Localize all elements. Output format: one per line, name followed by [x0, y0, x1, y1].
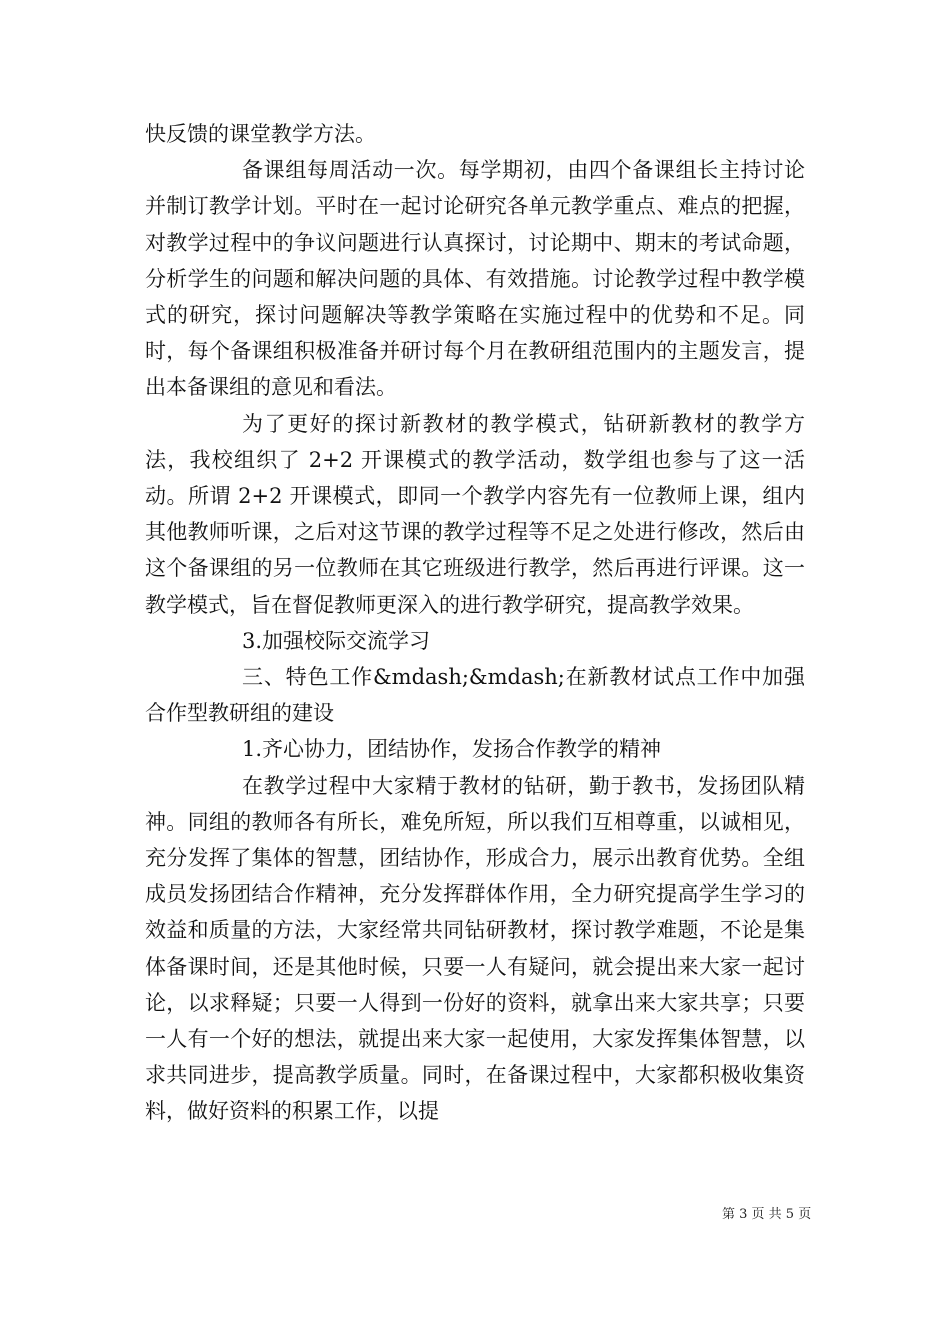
document-body — [145, 116, 805, 1130]
page-number-footer: 第 3 页 共 5 页 — [722, 1207, 812, 1222]
paragraph-team-spirit: 在教学过程中大家精于教材的钻研，勤于教书，发扬团队精神。同组的教师各有所长，难免所短，所以我们互相尊重，以诚相见，充分发挥了集体的智慧，团结协作，形成合力，展示出教育优势。全组成员发扬团结合作精神，充分发挥群体作用，全力研究提高学生学习的效益和质量的方法，大家经常共同钻研教材，探讨教学难题，不论是集体备课时间，还是其他时候，只要一人有疑问，就会提出来大家一起讨论，以求释疑；只要一人得到一份好的资料，就拿出来大家共享；只要一人有一个好的想法，就提出来大家一起使用，大家发挥集体智慧，以求共同进步，提高教学质量。同时，在备课过程中，大家都积极收集资料，做好资料的积累工作，以提 — [145, 773, 805, 1124]
paragraph-continuation: 快反馈的课堂教学方法。 — [145, 122, 376, 146]
paragraph-teaching-mode: 为了更好的探讨新教材的教学模式，钻研新教材的教学方法，我校组织了 2+2 开课模式的教学活动，数学组也参与了这一活动。所谓 2+2 开课模式，即同一个教学内容先有一位教师上课，组内其他教师听课，之后对这节课的教学过程等不足之处进行修改，然后由这个备课组的另一位教师在其它班级进行教学，然后再进行评课。这一教学模式，旨在督促教师更深入的进行教学研究，提高教学效果。 — [145, 411, 805, 617]
heading-cooperation-spirit: 1.齐心协力，团结协作，发扬合作教学的精神 — [242, 737, 662, 762]
paragraph-lesson-group: 备课组每周活动一次。每学期初，由四个备课组长主持讨论并制订教学计划。平时在一起讨论研究各单元教学重点、难点的把握，对教学过程中的争议问题进行认真探讨，讨论期中、期末的考试命题，分析学生的问题和解决问题的具体、有效措施。讨论教学过程中教学模式的研究，探讨问题解决等教学策略在实施过程中的优势和不足。同时，每个备课组积极准备并研讨每个月在教研组范围内的主题发言，提出本备课组的意见和看法。 — [145, 158, 805, 400]
heading-inter-school-exchange: 3.加强校际交流学习 — [242, 628, 431, 653]
heading-special-work: 三、特色工作&mdash;&mdash;在新教材试点工作中加强合作型教研组的建设 — [145, 665, 805, 726]
